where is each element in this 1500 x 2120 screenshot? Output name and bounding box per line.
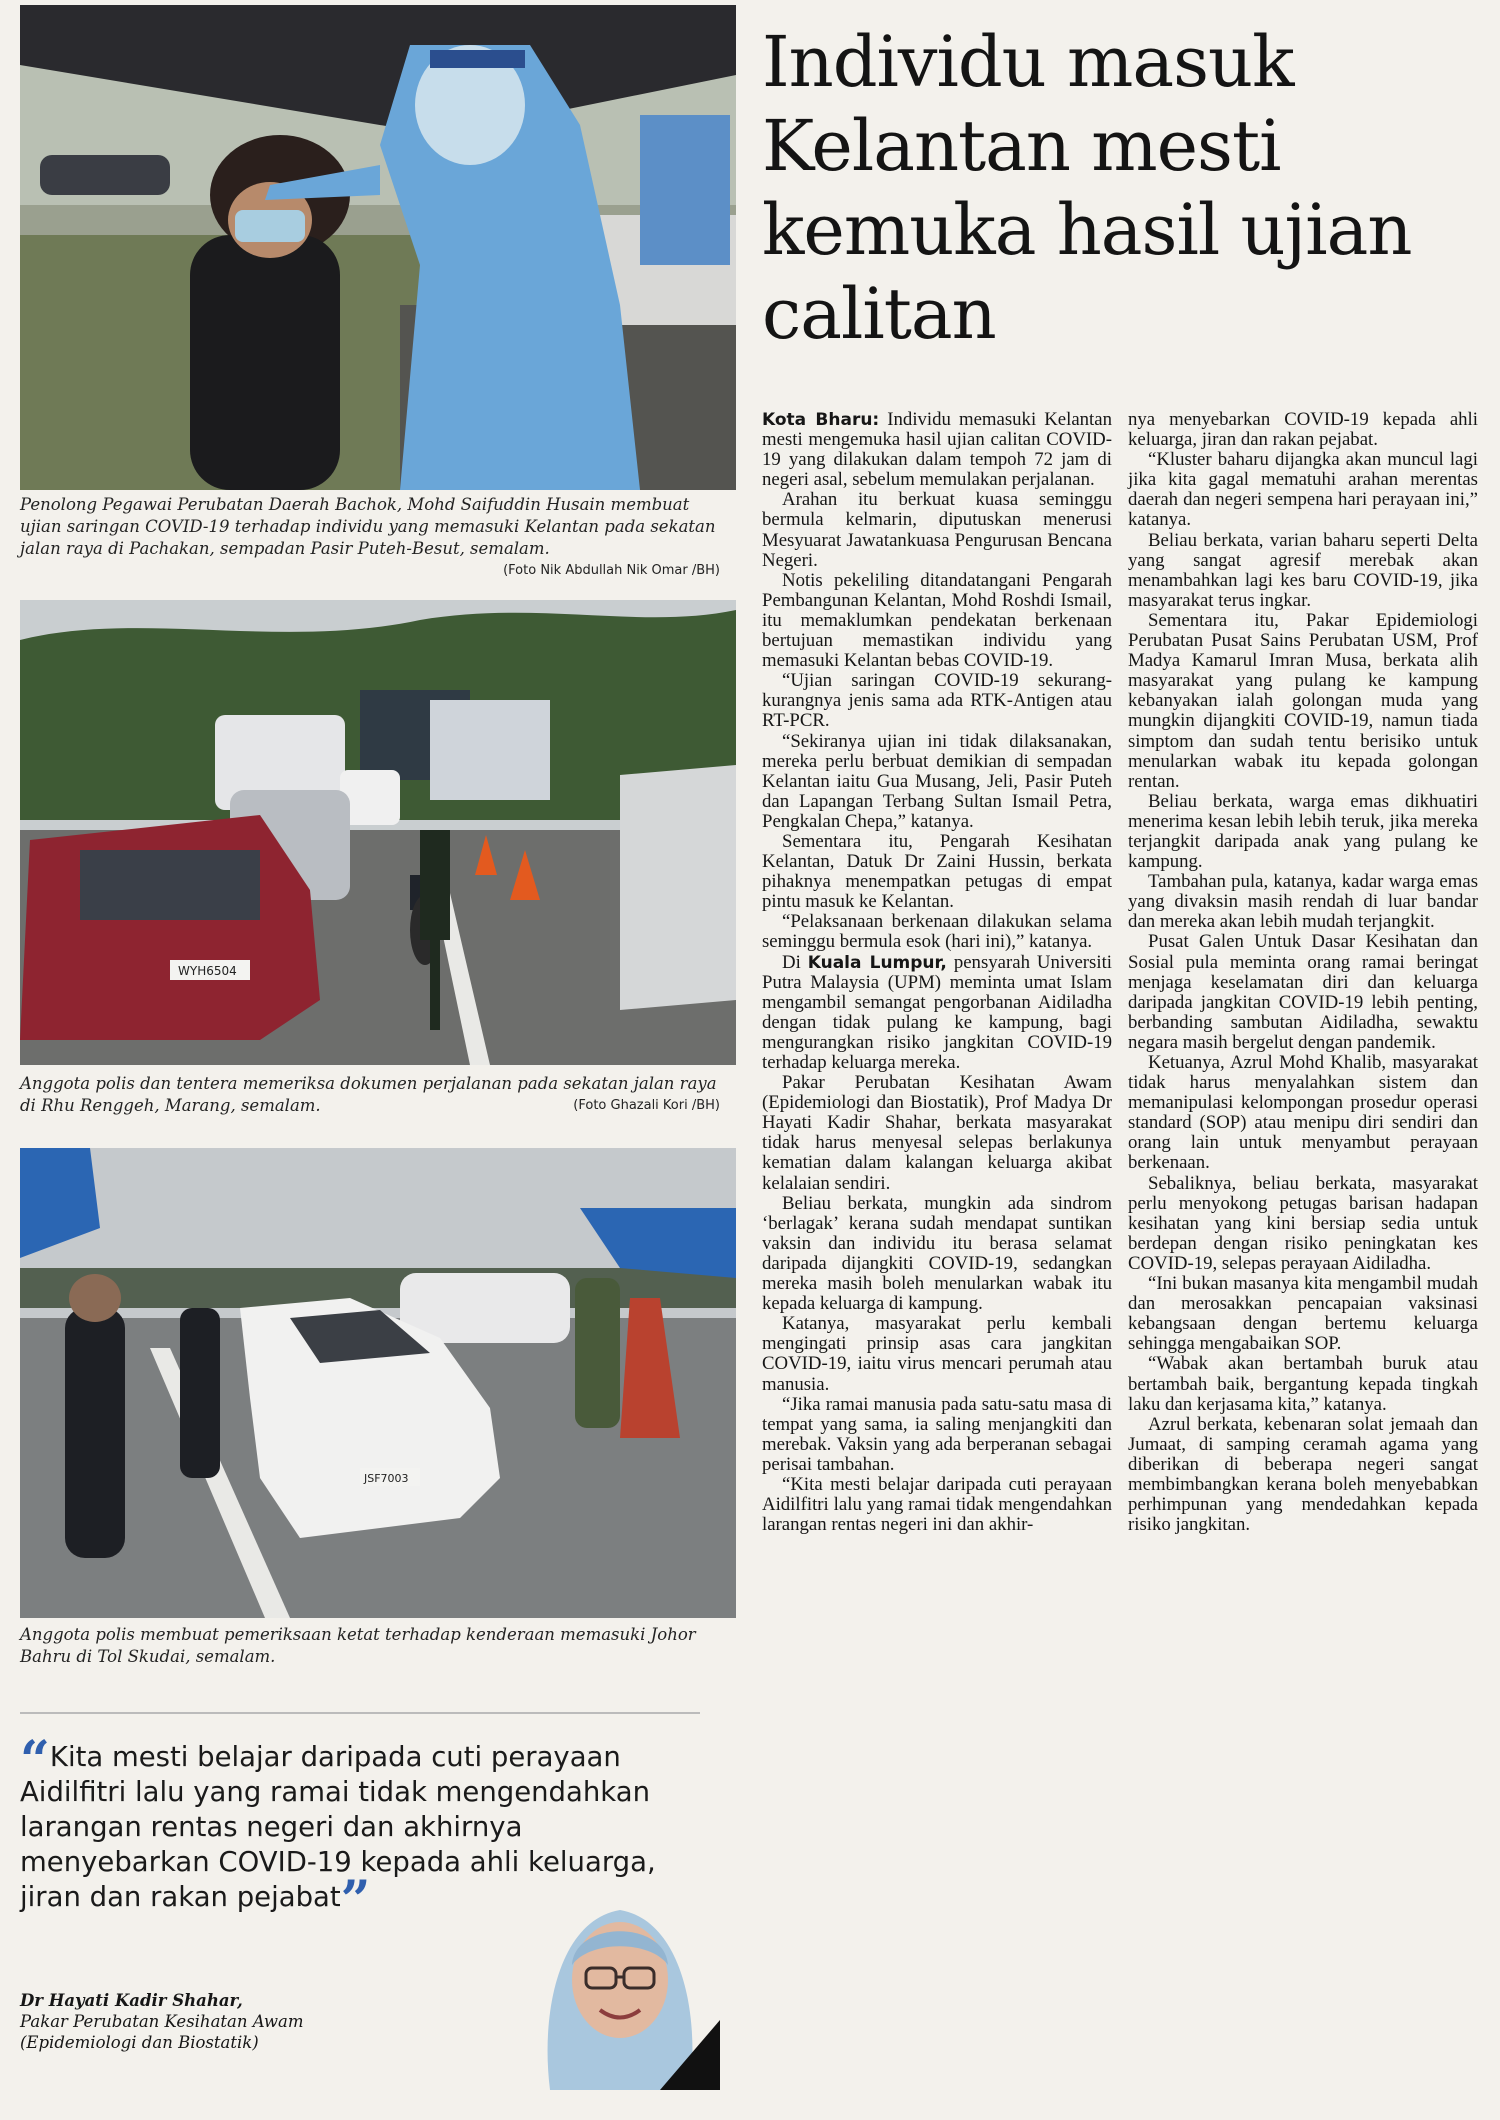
quote-author-name: Dr Hayati Kadir Shahar,	[20, 1991, 243, 2010]
article-paragraph: nya menyebarkan COVID-19 kepada ahli keluarga, jiran dan rakan pejabat.	[1128, 409, 1478, 451]
author-portrait	[520, 1880, 720, 2090]
article-paragraph: Pusat Galen Untuk Dasar Kesihatan dan Sosial pula meminta orang ramai beringat menjaga keselamatan diri dan keluarga daripada jangkitan COVID-19 lebih penting, berbanding sambutan Aidiladha, sewaktu negara masih bergelut dengan pandemik.	[1128, 931, 1478, 1053]
article-paragraph: “Kita mesti belajar daripada cuti perayaan Aidilfitri lalu yang ramai tidak mengendahkan larangan rentas negeri ini dan akhir-	[762, 1473, 1112, 1536]
article-paragraph: “Ujian saringan COVID-19 sekurang-kurangnya jenis sama ada RTK-Antigen atau RT-PCR.	[762, 670, 1112, 732]
article-paragraph: “Wabak akan bertambah buruk atau bertambah baik, bergantung kepada tingkah laku dan kerjasama kita,” katanya.	[1128, 1353, 1478, 1415]
photo-toll-skudai	[20, 1148, 736, 1618]
caption-text: Penolong Pegawai Perubatan Daerah Bachok, Mohd Saifuddin Husain membuat ujian saringan COVID-19 terhadap individu yang memasuki Kelantan pada sekatan jalan raya di Pachakan, sempadan Pasir Puteh-Besut, semalam.	[20, 495, 716, 558]
close-quote-icon: ”	[340, 1870, 371, 1931]
article-paragraph: Beliau berkata, varian baharu seperti Delta yang sangat agresif merebak akan menambahkan lagi kes baru COVID-19, jika masyarakat terus ingkar.	[1128, 529, 1478, 611]
article-paragraph: “Sekiranya ujian ini tidak dilaksanakan, mereka perlu berbuat demikian di sempadan Kelantan iaitu Gua Musang, Jeli, Pasir Puteh dan Lapangan Terbang Sultan Ismail Petra, Pengkalan Chepa,” katanya.	[762, 730, 1112, 832]
caption-text: Anggota polis dan tentera memeriksa dokumen perjalanan pada sekatan jalan raya di Rhu Renggeh, Marang, semalam.	[20, 1074, 717, 1115]
article-paragraph: “Pelaksanaan berkenaan dilakukan selama seminggu bermula esok (hari ini),” katanya.	[762, 911, 1112, 953]
article-paragraph: Sementara itu, Pakar Epidemiologi Perubatan Pusat Sains Perubatan USM, Prof Madya Kamarul Imran Musa, berkata alih masyarakat yang pulang ke kampung kebanyakan ialah golongan muda yang mungkin dijangkiti COVID-19, namun tiada simptom dan sudah tentu berisiko untuk menularkan wabak itu kepada golongan rentan.	[1128, 609, 1478, 792]
article-paragraph: Sebaliknya, beliau berkata, masyarakat perlu menyokong petugas barisan hadapan kesihatan yang kini bersiap sedia untuk berdepan dengan risiko peningkatan kes COVID-19, selepas perayaan Aidiladha.	[1128, 1172, 1478, 1274]
article-paragraph: Beliau berkata, mungkin ada sindrom ‘berlagak’ kerana sudah mendapat suntikan vaksin dan individu itu berasa selamat daripada dijangkiti COVID-19, sedangkan mereka masih boleh menularkan wabak itu kepada keluarga di kampung.	[762, 1192, 1112, 1315]
caption-text: Anggota polis membuat pemeriksaan ketat terhadap kenderaan memasuki Johor Bahru di Tol Skudai, semalam.	[20, 1625, 696, 1666]
quote-divider	[20, 1712, 700, 1714]
article-paragraph: Arahan itu berkuat kuasa seminggu bermula kelmarin, diputuskan menerusi Mesyuarat Jawatankuasa Pengurusan Bencana Negeri.	[762, 489, 1112, 571]
article-paragraph: Pakar Perubatan Kesihatan Awam (Epidemiologi dan Biostatik), Prof Madya Dr Hayati Kadir Shahar, berkata masyarakat tidak harus menyesal selepas berlakunya kematian dalam kalangan keluarga akibat kelalaian sendiri.	[762, 1072, 1112, 1194]
photo-caption-2	[20, 1073, 720, 1117]
article-paragraph: “Jika ramai manusia pada satu-satu masa di tempat yang sama, ia saling menjangkiti dan merebak. Vaksin yang ada berperanan sebagai perisai tambahan.	[762, 1393, 1112, 1475]
quote-body: Kita mesti belajar daripada cuti perayaan Aidilfitri lalu yang ramai tidak mengendahkan larangan rentas negeri dan akhirnya menyebarkan COVID-19 kepada ahli keluarga, jiran dan rakan pejabat	[20, 1741, 656, 1913]
open-quote-icon: “	[20, 1730, 50, 1791]
article-paragraph: Katanya, masyarakat perlu kembali mengingati prinsip asas cara jangkitan COVID-19, iaitu virus mencari perumah atau manusia.	[762, 1313, 1112, 1395]
location-label: Kuala Lumpur,	[807, 952, 947, 973]
photo-caption-3	[20, 1624, 720, 1668]
article-headline: Individu masuk Kelantan mesti kemuka hasil ujian calitan	[762, 21, 1412, 355]
plate-text-1: WYH6504	[178, 964, 237, 978]
article-paragraph: Ketuanya, Azrul Mohd Khalib, masyarakat tidak harus menyalahkan sistem dan memanipulasi kelompongan prosedur operasi standard (SOP) atau menipu diri sendiri dan orang lain untuk menyambut perayaan berkenaan.	[1128, 1052, 1478, 1174]
photo-credit: (Foto Ghazali Kori /BH)	[573, 1098, 720, 1113]
pull-quote	[20, 1730, 700, 2090]
photo-swab-test	[20, 5, 736, 490]
dateline: Kota Bharu:	[762, 410, 880, 430]
article-paragraph: “Ini bukan masanya kita mengambil mudah dan merosakkan pencapaian vaksinasi kebangsaan dengan bertemu keluarga sehingga mengabaikan SOP.	[1128, 1273, 1478, 1355]
article-paragraph: Kota Bharu: Individu memasuki Kelantan mesti mengemuka hasil ujian calitan COVID-19 yang dilakukan dalam tempoh 72 jam di negeri asal, sebelum memulakan perjalanan.	[762, 409, 1112, 491]
plate-text-2: JSF7003	[364, 1472, 409, 1485]
article-paragraph: Sementara itu, Pengarah Kesihatan Kelantan, Datuk Dr Zaini Hussin, berkata pihaknya menempatkan petugas di empat pintu masuk ke Kelantan.	[762, 830, 1112, 913]
article-paragraph: Di Kuala Lumpur, pensyarah Universiti Putra Malaysia (UPM) meminta umat Islam mengambil semangat pengorbanan Aidiladha dengan tidak pulang ke kampung, bagi mengurangkan risiko jangkitan COVID-19 terhadap keluarga mereka.	[762, 951, 1112, 1073]
article-paragraph: Notis pekeliling ditandatangani Pengarah Pembangunan Kelantan, Mohd Roshdi Ismail, itu memaklumkan pendekatan berkenaan bertujuan memastikan individu yang memasuki Kelantan bebas COVID-19.	[762, 569, 1112, 672]
photo-credit: (Foto Nik Abdullah Nik Omar /BH)	[503, 563, 720, 578]
article-paragraph: Beliau berkata, warga emas dikhuatiri menerima kesan lebih lebih teruk, jika mereka terjangkit daripada anak yang pulang ke kampung.	[1128, 790, 1478, 873]
photo-caption-1	[20, 494, 720, 582]
article-paragraph: Azrul berkata, kebenaran solat jemaah dan Jumaat, di samping ceramah agama yang diberikan di beberapa negeri sangat membimbangkan kerana boleh menyebabkan perhimpunan yang mendedahkan kepada risiko jangkitan.	[1128, 1413, 1478, 1536]
quote-attribution	[20, 1990, 380, 2053]
photo-roadblock-marang	[20, 600, 736, 1065]
article-column-2	[1128, 410, 1478, 1535]
article-column-1	[762, 410, 1112, 1535]
article-paragraph: Tambahan pula, katanya, kadar warga emas yang divaksin masih rendah di luar bandar dan mereka akan lebih mudah terjangkit.	[1128, 871, 1478, 933]
quote-author-title: Pakar Perubatan Kesihatan Awam (Epidemiologi dan Biostatik)	[20, 2012, 304, 2052]
article-paragraph: “Kluster baharu dijangka akan muncul lagi jika kita gagal mematuhi arahan merentas daerah dan negeri sempena hari perayaan ini,” katanya.	[1128, 449, 1478, 531]
